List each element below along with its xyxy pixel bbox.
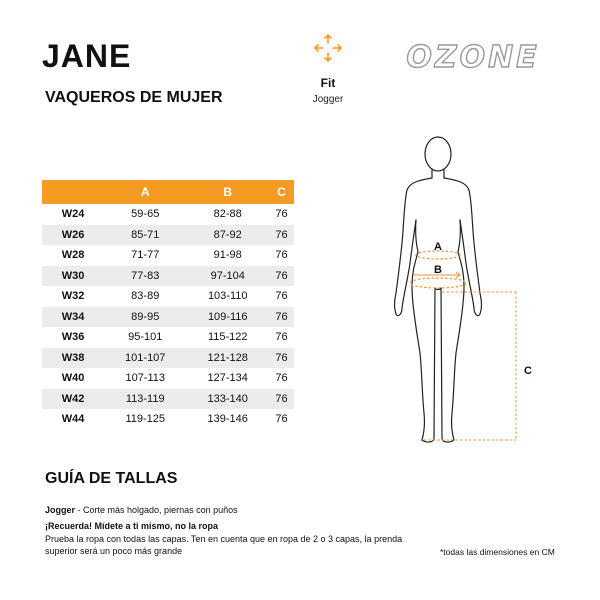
size-row: [42, 286, 294, 307]
jogger-term: Jogger: [45, 505, 76, 515]
size-row: [42, 225, 294, 246]
measure-a: 113-119: [104, 389, 186, 410]
measure-a: 77-83: [104, 266, 186, 287]
expand-arrows-icon: [311, 31, 345, 65]
size-label: W24: [61, 208, 85, 221]
measure-b: 127-134: [207, 372, 248, 385]
logo-text: OZONE: [406, 40, 540, 74]
measure-a: 95-101: [128, 331, 163, 344]
size-row: [42, 245, 294, 266]
size-row: [42, 389, 294, 410]
measure-a: 85-71: [104, 225, 186, 246]
measure-a: 107-113: [125, 372, 166, 385]
measure-c: 76: [269, 307, 294, 328]
size-table-header: [42, 180, 294, 204]
size-row: [42, 266, 294, 287]
measure-c: 76: [269, 266, 294, 287]
measure-tip-title: ¡Recuerda! Mídete a ti mismo, no la ropa: [45, 521, 219, 531]
size-label: W26: [42, 225, 104, 246]
measure-b: 87-92: [186, 225, 268, 246]
product-subtitle: VAQUEROS DE MUJER: [45, 89, 223, 106]
dimensions-footnote: *todas las dimensiones en CM: [440, 547, 555, 557]
measure-c: 76: [269, 389, 294, 410]
ozone-logo: [388, 40, 558, 74]
measure-c: 76: [275, 290, 288, 303]
measure-b: 103-110: [207, 290, 248, 303]
body-measurement-diagram: [380, 128, 560, 458]
size-row: [42, 327, 294, 348]
measure-a: 89-95: [104, 307, 186, 328]
measure-b: 115-122: [207, 331, 248, 344]
size-label: W42: [42, 389, 104, 410]
product-title: JANE: [42, 38, 132, 74]
label-a: A: [434, 241, 442, 253]
label-b: B: [434, 264, 442, 276]
measure-c: 76: [275, 331, 288, 344]
size-label: W30: [42, 266, 104, 287]
measurement-a: [416, 241, 460, 259]
size-label: W38: [42, 348, 104, 369]
size-row: [42, 368, 294, 389]
size-table: [42, 180, 294, 430]
label-c: C: [524, 365, 532, 377]
measure-c: 76: [269, 225, 294, 246]
fit-label: Fit: [320, 76, 336, 90]
size-label: W44: [61, 413, 85, 426]
measure-b: 121-128: [186, 348, 268, 369]
measure-b: 133-140: [186, 389, 268, 410]
size-row: [42, 307, 294, 328]
header-col-a: A: [104, 180, 186, 204]
size-label: W36: [61, 331, 85, 344]
measure-c: 76: [275, 208, 288, 221]
body-outline: [395, 137, 482, 442]
measure-a: 101-107: [104, 348, 186, 369]
measure-b: 139-146: [207, 413, 248, 426]
size-label: W40: [61, 372, 85, 385]
size-label: W32: [61, 290, 85, 303]
measure-tip-body: Prueba la ropa con todas las capas. Ten en cuenta que en ropa de 2 o 3 capas, la prenda superior será un poco más grande: [45, 534, 403, 556]
header-col-b: B: [186, 180, 268, 204]
measure-c: 76: [269, 348, 294, 369]
measure-a: 59-65: [131, 208, 160, 221]
size-row: [42, 204, 294, 225]
measurement-b: [410, 264, 466, 288]
measure-a: 119-125: [125, 413, 166, 426]
measure-b: 82-88: [213, 208, 242, 221]
header-col-c: C: [269, 180, 294, 204]
measure-a: 71-77: [131, 249, 160, 262]
size-row: [42, 348, 294, 369]
measure-b: 109-116: [186, 307, 268, 328]
size-label: W28: [61, 249, 85, 262]
measurement-c: [424, 292, 516, 440]
measure-b: 97-104: [186, 266, 268, 287]
measure-c: 76: [275, 372, 288, 385]
header-blank: [42, 180, 104, 204]
size-guide-title: GUÍA DE TALLAS: [45, 470, 178, 487]
measure-c: 76: [275, 413, 288, 426]
fit-value: Jogger: [312, 94, 344, 105]
jogger-description: - Corte más holgado, piernas con puños: [75, 505, 238, 515]
measure-b: 91-98: [213, 249, 242, 262]
measure-a: 83-89: [131, 290, 160, 303]
jogger-definition: [45, 505, 238, 515]
measure-c: 76: [275, 249, 288, 262]
size-row: [42, 409, 294, 430]
size-label: W34: [42, 307, 104, 328]
